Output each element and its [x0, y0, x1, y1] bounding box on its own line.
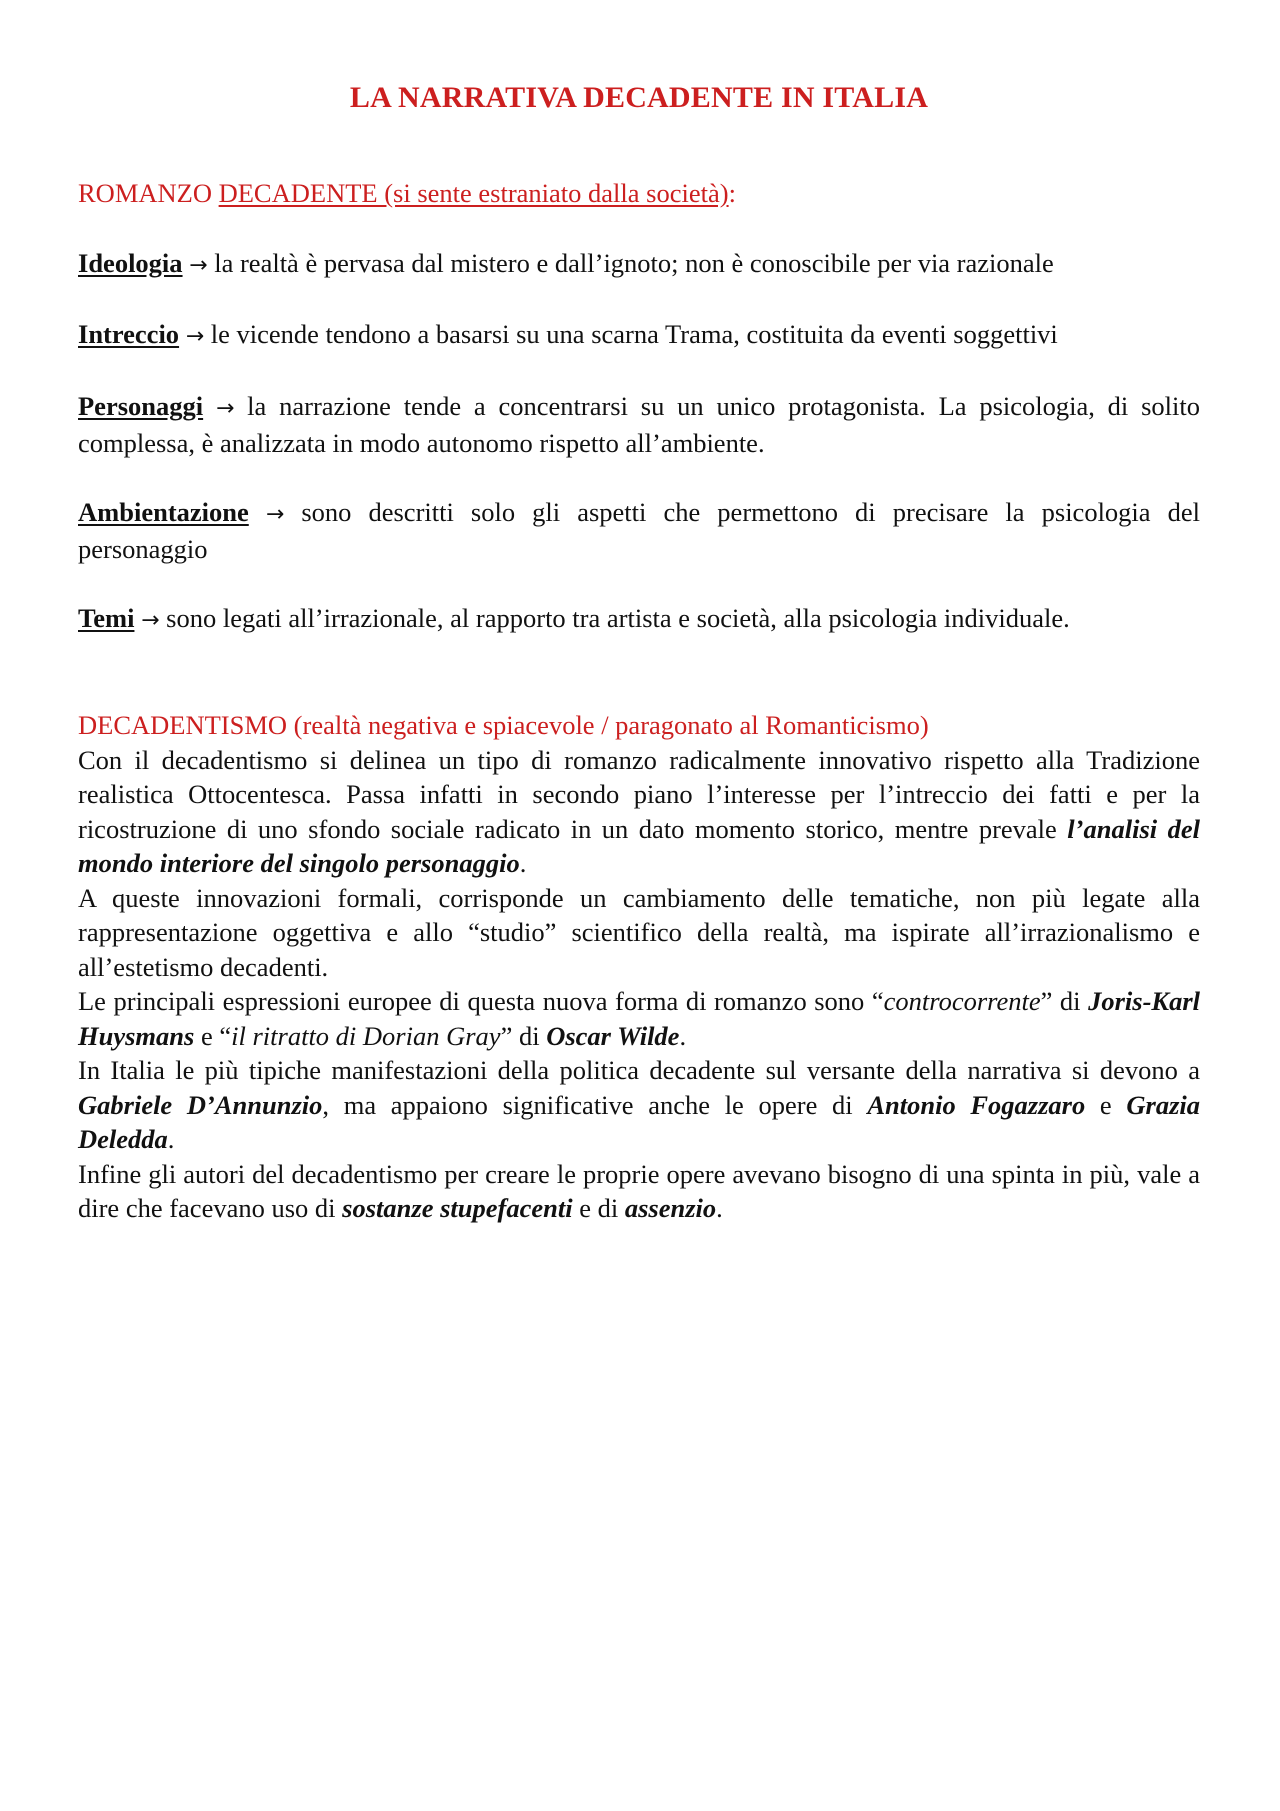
text-run: ” di: [500, 1020, 547, 1051]
item-text: la realtà è pervasa dal mistero e dall’ignoto; non è conoscibile per via razionale: [207, 247, 1054, 278]
item-intreccio: [78, 317, 1200, 355]
item-text: sono descritti solo gli aspetti che permettono di precisare la psicologia del personaggio: [78, 496, 1200, 564]
paragraph-2: A queste innovazioni formali, corrisponde un cambiamento delle tematiche, non più legate alla rappresentazione oggettiva e allo “studio” scientifico della realtà, ma ispirate all’irrazionalismo e all’estetismo decadenti.: [78, 882, 1200, 982]
item-text: le vicende tendono a basarsi su una scarna Trama, costituita da eventi soggettivi: [204, 319, 1058, 349]
text-run: Infine gli autori del decadentismo per creare le proprie opere avevano bisogno di una spinta in più, vale a dire che facevano uso di: [78, 1158, 1200, 1223]
emphasis: assenzio: [624, 1193, 717, 1223]
author-name: Oscar Wilde: [546, 1020, 680, 1051]
item-temi: [78, 601, 1200, 639]
arrow-right-icon: →: [185, 324, 205, 349]
item-label: Ideologia: [78, 247, 183, 278]
author-name: Grazia Deledda: [78, 1089, 1201, 1154]
romanzo-heading-suffix: :: [728, 178, 736, 208]
text-run: e di: [572, 1193, 625, 1223]
text-run: .: [716, 1193, 723, 1223]
item-text: sono legati all’irrazionale, al rapporto tra artista e società, alla psicologia individuale.: [159, 602, 1070, 633]
paragraph-4: [78, 1053, 1200, 1157]
arrow-right-icon: →: [265, 501, 285, 527]
item-ambientazione: [78, 495, 1200, 567]
romanzo-heading-underlined: DECADENTE (si sente estraniato dalla società): [218, 178, 729, 208]
arrow-right-icon: →: [189, 252, 208, 278]
paragraph-3: [78, 984, 1200, 1053]
item-text: la narrazione tende a concentrarsi su un unico protagonista. La psicologia, di solito complessa, è analizzata in modo autonomo rispetto all’ambiente.: [78, 390, 1201, 458]
emphasis: sostanze stupefacenti: [342, 1193, 573, 1223]
item-label: Personaggi: [78, 390, 204, 421]
text-run: Le principali espressioni europee di questa nuova forma di romanzo sono “: [78, 986, 884, 1016]
text-run: .: [679, 1020, 687, 1051]
item-label: Temi: [78, 602, 135, 633]
romanzo-heading-prefix: ROMANZO: [78, 178, 219, 208]
text-run: e “: [194, 1020, 232, 1051]
arrow-right-icon: →: [141, 607, 160, 633]
page-title: LA NARRATIVA DECADENTE IN ITALIA: [349, 81, 929, 114]
text-run: ” di: [1040, 986, 1089, 1016]
author-name: Joris-Karl Huysmans: [78, 986, 1200, 1051]
paragraph-1: [78, 743, 1200, 881]
romanzo-heading: [78, 176, 1200, 211]
text-run: .: [167, 1124, 175, 1154]
book-title: il ritratto di Dorian Gray: [231, 1020, 501, 1051]
paragraph-5: [78, 1157, 1200, 1226]
author-name: Antonio Fogazzaro: [867, 1089, 1086, 1120]
text-run: In Italia le più tipiche manifestazioni della politica decadente sul versante della narrativa si devono a: [78, 1055, 1200, 1085]
decadentismo-heading: DECADENTISMO (realtà negativa e spiacevole / paragonato al Romanticismo): [78, 710, 929, 740]
author-name: Gabriele D’Annunzio: [78, 1089, 323, 1120]
emphasis: l’analisi del mondo interiore del singolo personaggio: [78, 813, 1200, 878]
item-ideologia: [78, 246, 1200, 284]
item-label: Intreccio: [78, 319, 180, 349]
item-personaggi: [78, 389, 1200, 461]
text-run: Con il decadentismo si delinea un tipo di romanzo radicalmente innovativo rispetto alla Tradizione realistica Ottocentesca. Passa infatti in secondo piano l’interesse per l’intreccio dei fatti e per la ricostruzione di uno sfondo sociale radicato in un dato momento storico, mentre prevale: [78, 744, 1200, 844]
book-title: controcorrente: [883, 986, 1041, 1016]
text-run: e: [1085, 1089, 1127, 1120]
text-run: , ma appaiono significative anche le opere di: [322, 1089, 868, 1120]
item-label: Ambientazione: [78, 496, 249, 527]
spacer: [78, 672, 1200, 708]
text-run: .: [519, 848, 527, 878]
arrow-right-icon: →: [215, 395, 235, 421]
